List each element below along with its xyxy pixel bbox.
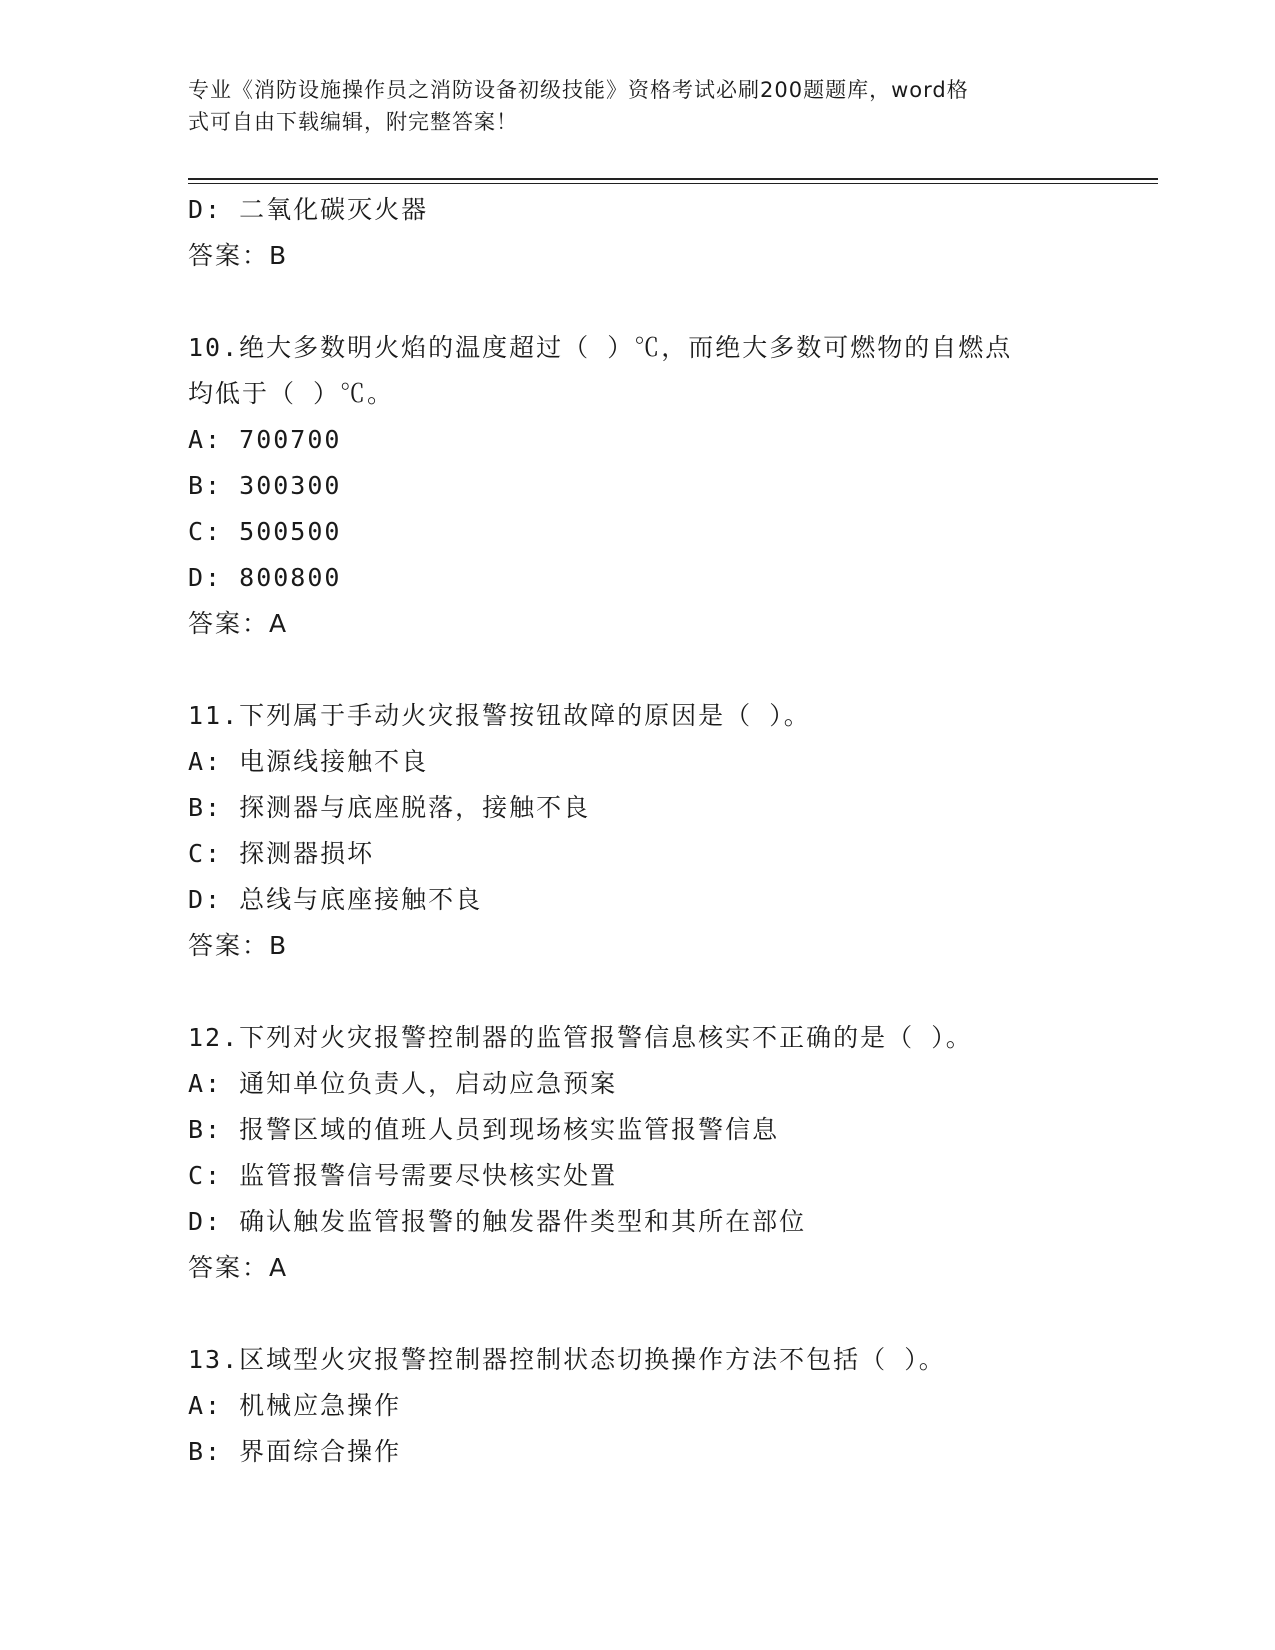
header-title-line1: 专业《消防设施操作员之消防设备初级技能》资格考试必刷200题题库，word格 — [188, 78, 969, 102]
option-c: C: 探测器损坏 — [188, 839, 375, 868]
answer-line: 答案：A — [188, 609, 289, 638]
header-title-line2: 式可自由下载编辑，附完整答案！ — [188, 110, 518, 134]
option-c: C: 500500 — [188, 517, 342, 546]
answer-line: 答案：A — [188, 1253, 289, 1282]
question-12 — [188, 1015, 1088, 1291]
option-b: B: 300300 — [188, 471, 342, 500]
option-a: A: 机械应急操作 — [188, 1391, 402, 1420]
option-d: D: 800800 — [188, 563, 342, 592]
option-a: A: 电源线接触不良 — [188, 747, 429, 776]
spacer — [188, 279, 1088, 325]
option-d: D: 二氧化碳灭火器 — [188, 195, 429, 224]
question-content — [188, 187, 1088, 1475]
previous-question-tail — [188, 187, 1088, 279]
spacer — [188, 1291, 1088, 1337]
answer-line: 答案：B — [188, 241, 289, 270]
document-header — [188, 74, 1068, 138]
question-text: 10.绝大多数明火焰的温度超过（ ）℃，而绝大多数可燃物的自燃点 — [188, 333, 1013, 362]
question-text: 12.下列对火灾报警控制器的监管报警信息核实不正确的是（ ）。 — [188, 1023, 973, 1052]
question-text: 13.区域型火灾报警控制器控制状态切换操作方法不包括（ ）。 — [188, 1345, 946, 1374]
answer-line: 答案：B — [188, 931, 289, 960]
option-a: A: 700700 — [188, 425, 342, 454]
option-c: C: 监管报警信号需要尽快核实处置 — [188, 1161, 618, 1190]
option-b: B: 报警区域的值班人员到现场核实监管报警信息 — [188, 1115, 780, 1144]
spacer — [188, 647, 1088, 693]
question-13 — [188, 1337, 1088, 1475]
question-11 — [188, 693, 1088, 969]
header-divider — [188, 178, 1158, 180]
option-a: A: 通知单位负责人，启动应急预案 — [188, 1069, 618, 1098]
header-divider-thin — [188, 183, 1158, 184]
question-text: 11.下列属于手动火灾报警按钮故障的原因是（ ）。 — [188, 701, 811, 730]
question-10 — [188, 325, 1088, 647]
option-d: D: 总线与底座接触不良 — [188, 885, 483, 914]
spacer — [188, 969, 1088, 1015]
option-d: D: 确认触发监管报警的触发器件类型和其所在部位 — [188, 1207, 807, 1236]
option-b: B: 探测器与底座脱落，接触不良 — [188, 793, 591, 822]
option-b: B: 界面综合操作 — [188, 1437, 402, 1466]
question-text-cont: 均低于（ ）℃。 — [188, 379, 395, 408]
